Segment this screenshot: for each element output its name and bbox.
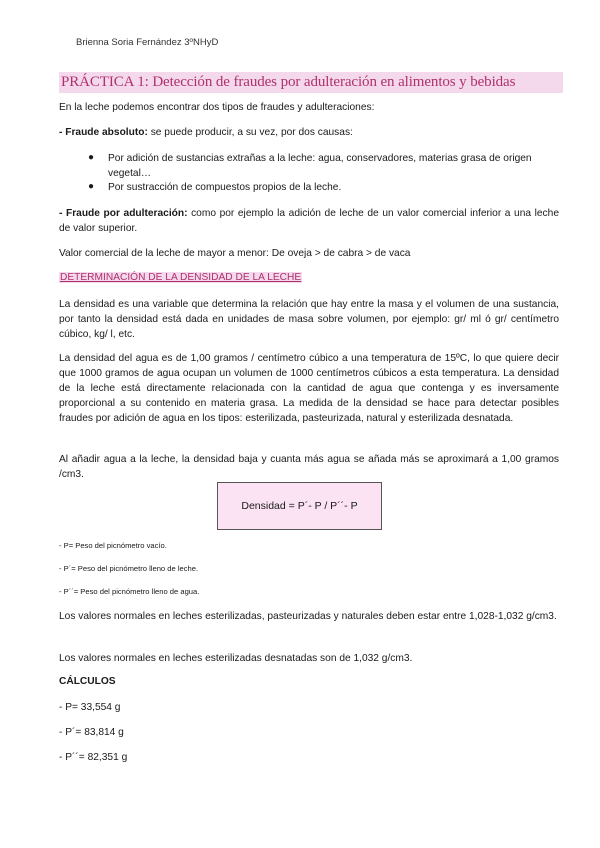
valor-comercial-text: Valor comercial de la leche de mayor a menor: De oveja > de cabra > de vaca — [59, 248, 411, 259]
list-item-line: vegetal… — [108, 168, 152, 179]
intro-text: En la leche podemos encontrar dos tipos de fraudes y adulteraciones: — [59, 102, 375, 113]
valores-normales-paragraph: Los valores normales en leches esterilizadas, pasteurizadas y naturales deben estar entre 1,028-1,032 g/cm3. — [59, 611, 557, 622]
fraude-absoluto-text: se puede producir, a su vez, por dos causas: — [147, 127, 353, 138]
calculos-heading: CÁLCULOS — [59, 676, 116, 687]
anadir-agua-paragraph: Al añadir agua a la leche, la densidad baja y cuanta más agua se añada más se aproximará a 1,00 gramos /cm3. — [59, 454, 559, 480]
list-item-line: Por adición de sustancias extrañas a la leche: agua, conservadores, materias grasa de origen — [108, 153, 532, 164]
calc-item: - P´= 83,814 g — [59, 727, 124, 738]
note-p-double-prime: - P´´= Peso del picnómetro lleno de agua. — [59, 587, 200, 596]
list-item: Por sustracción de compuestos propios de la leche. — [108, 182, 342, 193]
formula-box — [217, 482, 382, 530]
densidad-agua-paragraph: La densidad del agua es de 1,00 gramos / centímetro cúbico a una temperatura de 15ºC, lo que quiere decir que 1000 gramos de agua ocupan un volumen de 1000 centímetros cúbicos a esta temperatura. La densidad de la leche está directamente relacionada con la cantidad de agua que contenga y es inversamente proporcional a su contenido en materia grasa. La medida de la densidad se hace para detectar posibles fraudes por adición de agua en los tipos: esterilizada, pasteurizada, natural y esterilizada desnatada. — [59, 353, 559, 424]
fraude-absoluto-paragraph — [59, 125, 559, 140]
fraude-adulteracion-paragraph — [59, 206, 559, 236]
page-title: PRÁCTICA 1: Detección de fraudes por adulteración en alimentos y bebidas — [59, 72, 563, 93]
calc-item: - P= 33,554 g — [59, 702, 121, 713]
author-header: Brienna Soria Fernández 3ºNHyD — [76, 37, 219, 48]
fraude-absoluto-label: - Fraude absoluto: — [59, 127, 148, 138]
densidad-definition: La densidad es una variable que determina la relación que hay entre la masa y el volumen de una sustancia, por tanto la densidad está dada en unidades de masa sobre volumen, por ejemplo: gr/ ml ó gr/ centímetro cúbico, kg/ l, etc. — [59, 299, 559, 340]
section-title: DETERMINACIÓN DE LA DENSIDAD DE LA LECHE — [60, 272, 302, 283]
formula-text: Densidad = P´- P / P´´- P — [241, 500, 358, 512]
fraude-adulteracion-text: como por ejemplo la adición de leche de un valor comercial inferior a una leche de valor superior. — [59, 208, 559, 234]
valores-desnatadas-paragraph: Los valores normales en leches esterilizadas desnatadas son de 1,032 g/cm3. — [59, 653, 413, 664]
fraude-adulteracion-label: - Fraude por adulteración: — [59, 208, 188, 219]
list-item — [108, 151, 560, 181]
note-p-prime: - P´= Peso del picnómetro lleno de leche. — [59, 564, 199, 573]
calc-item: - P´´= 82,351 g — [59, 752, 128, 763]
note-p: - P= Peso del picnómetro vacío. — [59, 541, 167, 550]
bullet-icon: ● — [88, 181, 95, 192]
bullet-icon: ● — [88, 152, 95, 163]
